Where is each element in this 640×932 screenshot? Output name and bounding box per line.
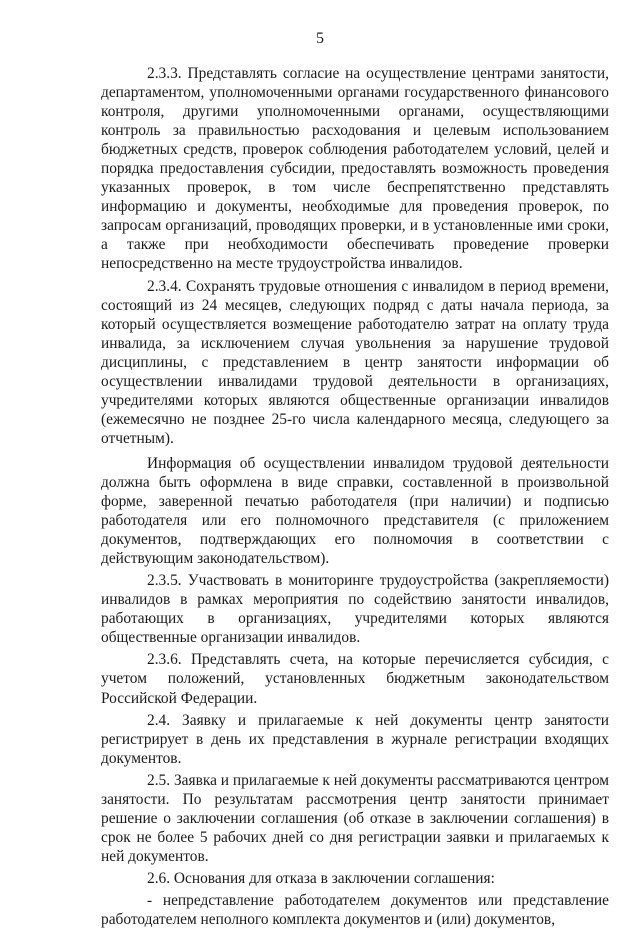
paragraph-2-3-6: 2.3.6. Представлять счета, на которые перечисляется субсидия, с учетом положений, установленных бюджетным законодательством Российской Федерации. [101, 651, 609, 707]
paragraph-2-3-5: 2.3.5. Участвовать в мониторинге трудоустройства (закрепляемости) инвалидов в рамках мероприятия по содействию занятости инвалидов, работающих в организациях, учредителями которых являются общественные организации инвалидов. [101, 572, 609, 647]
paragraph-2-5: 2.5. Заявка и прилагаемые к ней документы рассматриваются центром занятости. По результатам рассмотрения центр занятости принимает решение о заключении соглашения (об отказе в заключении соглашения) в срок не более 5 рабочих дней со дня регистрации заявки и прилагаемых к ней документов. [101, 771, 609, 865]
paragraph-2-3-3: 2.3.3. Представлять согласие на осуществление центрами занятости, департаментом, уполномоченными органами государственного финансового контроля, другими уполномоченными органами, осуществляющими контроль за правильностью расходования и целевым использованием бюджетных средств, проверок соблюдения работодателем условий, целей и порядка предоставления субсидии, предоставлять возможность проведения указанных проверок, в том числе беспрепятственно представлять информацию и документы, необходимые для проведения проверок, по запросам организаций, проводящих проверки, и в установленные ими сроки, а также при необходимости обеспечивать проведение проверки непосредственно на месте трудоустройства инвалидов. [101, 65, 609, 273]
paragraph-2-3-4: 2.3.4. Сохранять трудовые отношения с инвалидом в период времени, состоящий из 24 месяцев, следующих подряд с даты начала периода, за который осуществляется возмещение работодателю затрат на оплату труда инвалида, за исключением случая увольнения за нарушение трудовой дисциплины, с представлением в центр занятости информации об осуществлении инвалидами трудовой деятельности в организациях, учредителями которых являются общественные организации инвалидов (ежемесячно не позднее 25-го числа календарного месяца, следующего за отчетным). [101, 277, 609, 447]
paragraph-information: Информация об осуществлении инвалидом трудовой деятельности должна быть оформлена в виде справки, составленной в произвольной форме, заверенной печатью работодателя (при наличии) и подписью работодателя или его полномочного представителя (с приложением документов, подтверждающих его полномочия в соответствии с действующим законодательством). [101, 454, 609, 568]
list-item-refusal-ground: - непредставление работодателем документов или представление работодателем неполного комплекта документов и (или) документов, [101, 891, 609, 929]
paragraph-2-6: 2.6. Основания для отказа в заключении соглашения: [147, 869, 495, 887]
paragraph-2-4: 2.4. Заявку и прилагаемые к ней документы центр занятости регистрирует в день их представления в журнале регистрации входящих документов. [101, 711, 609, 767]
document-body [101, 64, 609, 932]
page-number: 5 [316, 30, 324, 47]
